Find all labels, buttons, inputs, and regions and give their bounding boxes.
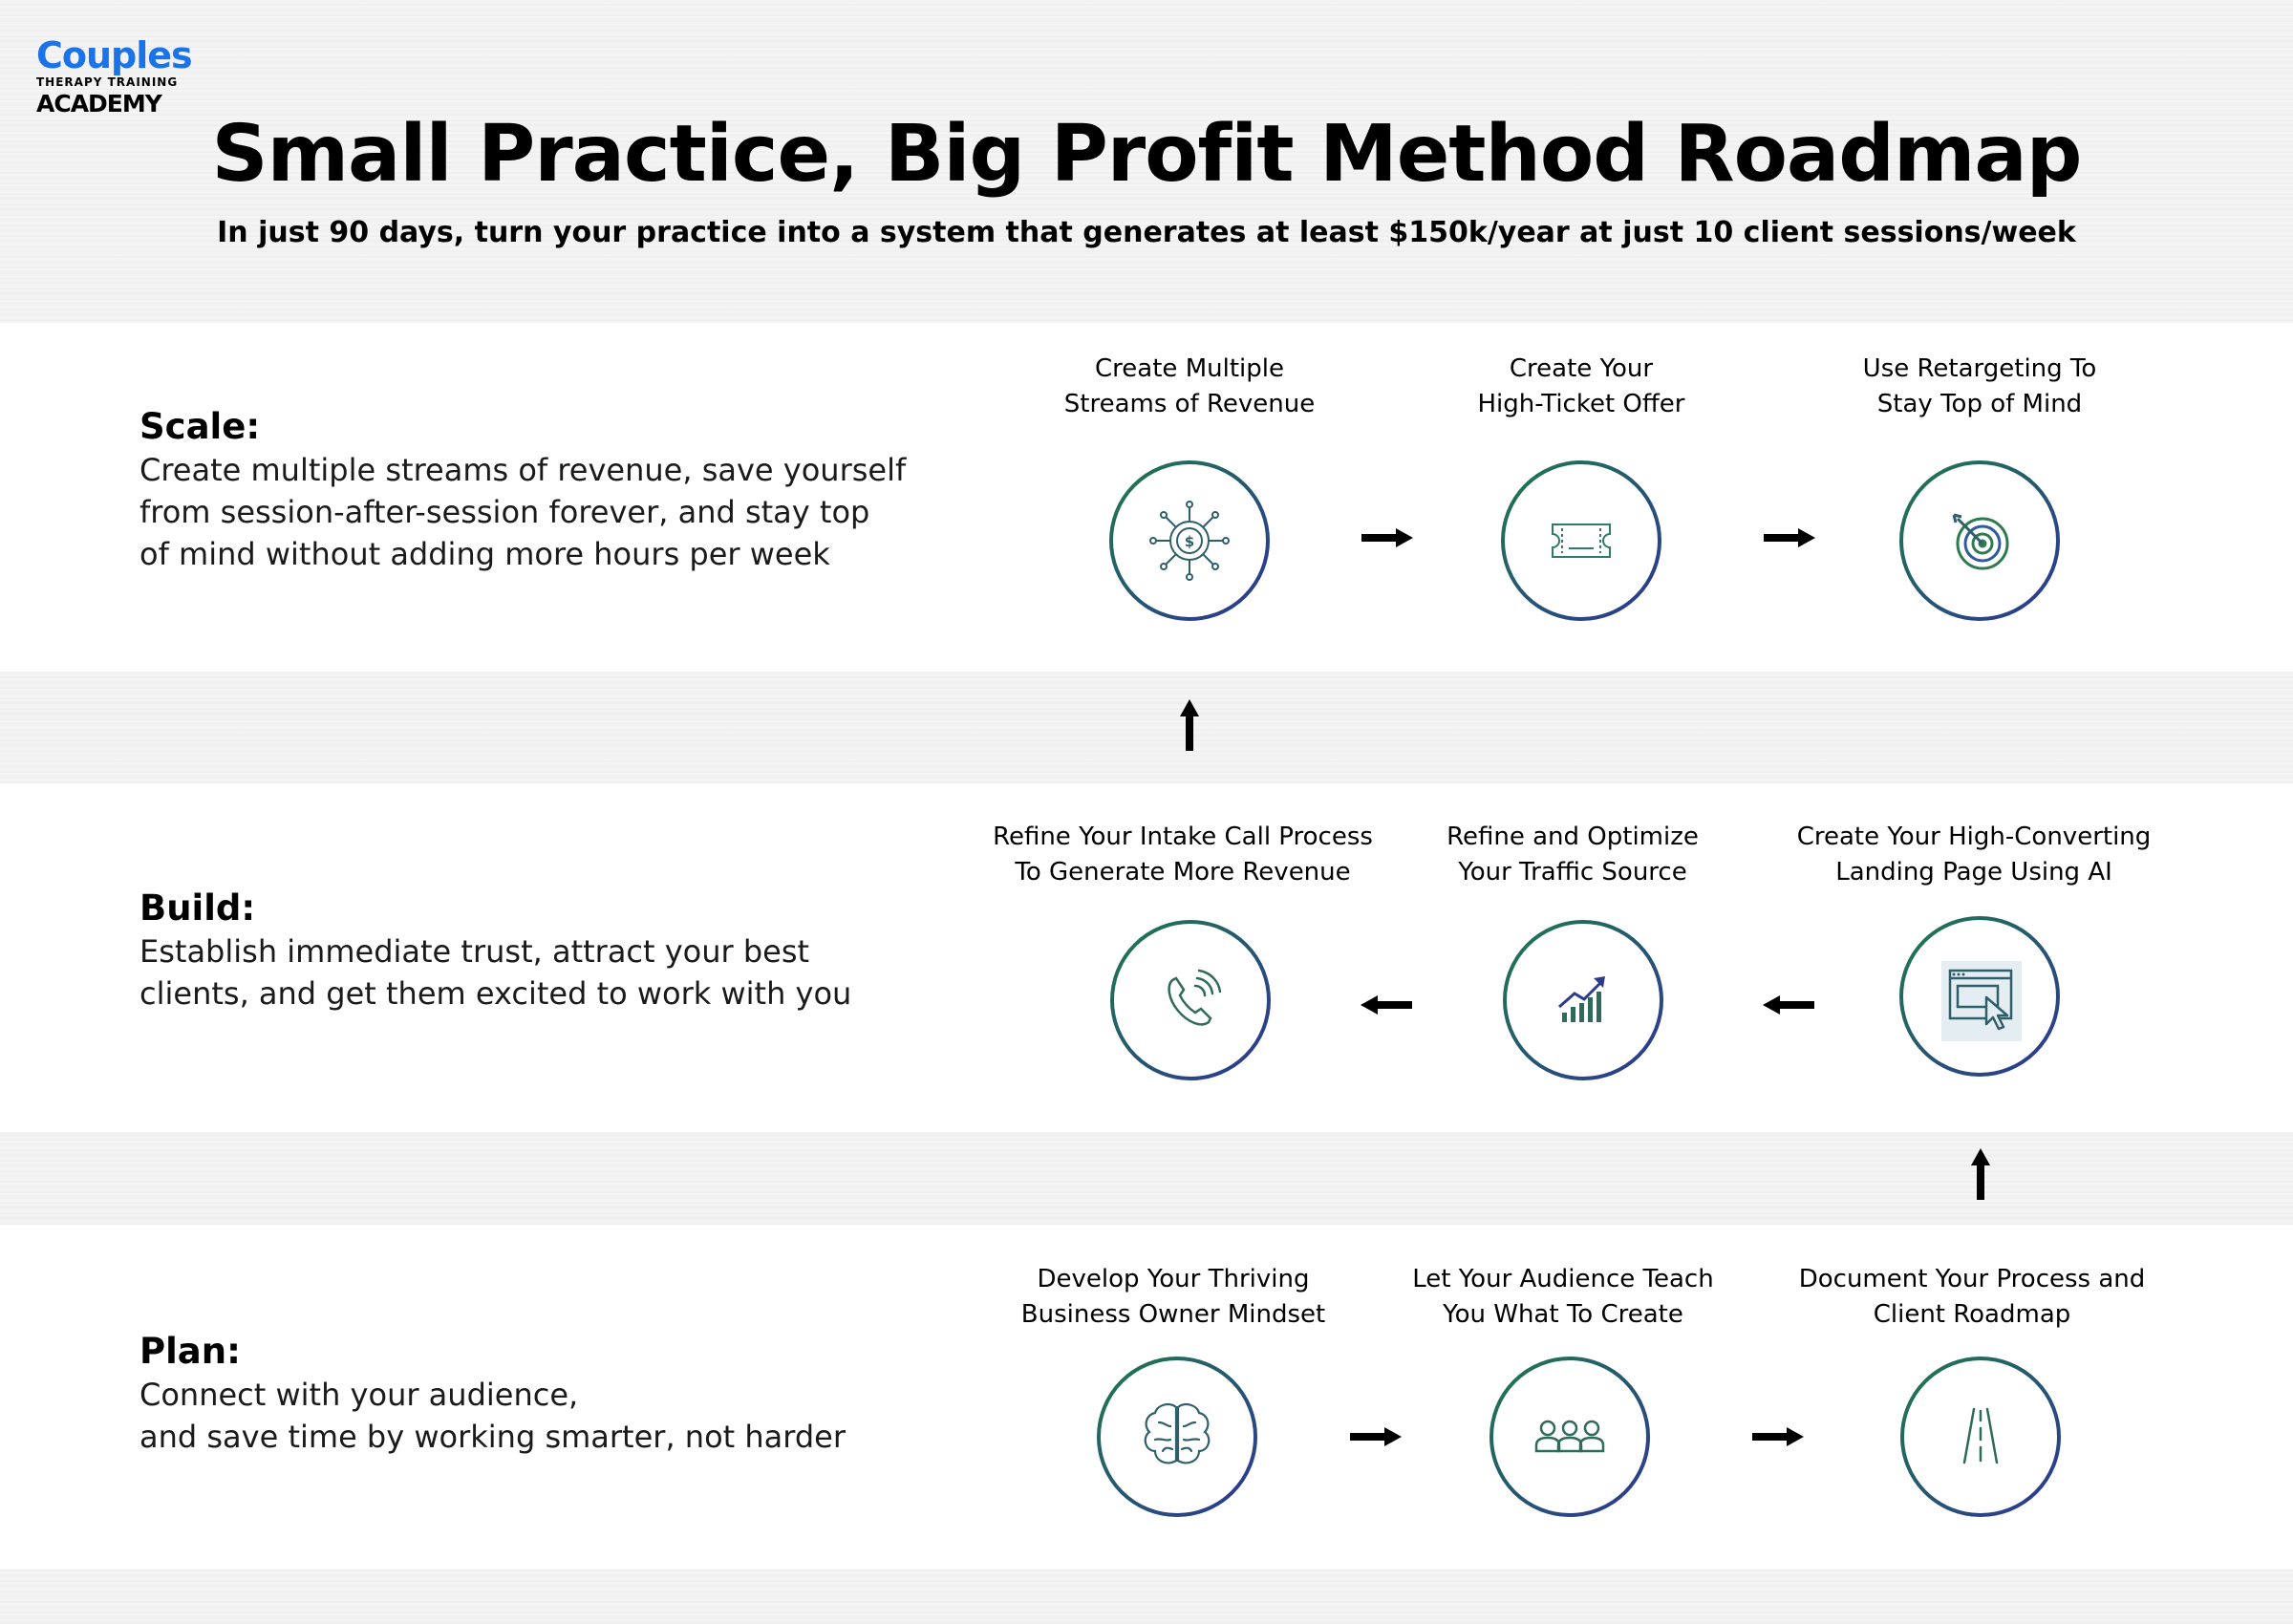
- arrow-up-icon: [1969, 1148, 1992, 1200]
- arrow-right-icon: [1764, 526, 1815, 549]
- step-label: Use Retargeting To Stay Top of Mind: [1862, 354, 2097, 418]
- step-label: Let Your Audience Teach You What To Create: [1412, 1265, 1714, 1329]
- web-page-click-icon: [1898, 915, 2061, 1078]
- stage-plan-description: Connect with your audience, and save time by working smarter, not harder: [139, 1377, 846, 1455]
- arrow-right-icon: [1752, 1425, 1804, 1448]
- step-build-2: [1343, 820, 1802, 890]
- logo-line-1: Couples: [36, 34, 192, 76]
- page-title: Small Practice, Big Profit Method Roadmap: [211, 109, 2082, 200]
- step-label: Create Your High-Ticket Offer: [1477, 354, 1685, 418]
- phone-call-icon: [1109, 919, 1272, 1081]
- step-label: Refine Your Intake Call Process To Generate More Revenue: [993, 823, 1373, 887]
- stage-build-description: Establish immediate trust, attract your best clients, and get them excited to work with you: [139, 933, 852, 1012]
- step-scale-3: [1750, 352, 2209, 422]
- stage-scale-name: Scale:: [139, 406, 261, 447]
- ticket-icon: [1500, 459, 1662, 622]
- stage-scale-description: Create multiple streams of revenue, save yourself from session-after-session forever, and stay top of mind without adding more hours per week: [139, 452, 907, 572]
- step-scale-2: [1352, 352, 1811, 422]
- stage-plan: [139, 1330, 942, 1458]
- growth-chart-icon: [1502, 919, 1664, 1081]
- step-label: Document Your Process and Client Roadmap: [1798, 1265, 2146, 1329]
- arrow-left-icon: [1361, 994, 1412, 1016]
- road-icon: [1899, 1356, 2062, 1518]
- step-scale-1: [960, 352, 1419, 422]
- brain-icon: [1096, 1356, 1258, 1518]
- audience-icon: [1489, 1356, 1651, 1518]
- svg-text:$: $: [1184, 533, 1195, 550]
- logo-line-2: THERAPY TRAINING: [36, 75, 179, 89]
- step-label: Create Multiple Streams of Revenue: [1063, 354, 1316, 418]
- step-label: Refine and Optimize Your Traffic Source: [1447, 823, 1699, 887]
- arrow-right-icon: [1350, 1425, 1402, 1448]
- target-icon: [1898, 459, 2061, 622]
- stage-plan-name: Plan:: [139, 1331, 241, 1372]
- revenue-streams-icon: [1108, 459, 1271, 622]
- stage-build-name: Build:: [139, 887, 256, 929]
- step-label: Create Your High-Converting Landing Page Using AI: [1796, 823, 2152, 887]
- arrow-up-icon: [1178, 699, 1201, 751]
- step-build-3: [1745, 820, 2203, 890]
- page-subtitle: In just 90 days, turn your practice into a system that generates at least $150k/year at just 10 client sessions/week: [217, 216, 2076, 249]
- step-plan-3: [1743, 1262, 2201, 1333]
- stage-build: [139, 887, 942, 1015]
- stage-scale: [139, 405, 942, 575]
- logo-line-3: ACADEMY: [36, 90, 161, 118]
- arrow-left-icon: [1763, 994, 1814, 1016]
- step-label: Develop Your Thriving Business Owner Mindset: [1020, 1265, 1326, 1329]
- step-plan-2: [1334, 1262, 1792, 1333]
- arrow-right-icon: [1361, 526, 1413, 549]
